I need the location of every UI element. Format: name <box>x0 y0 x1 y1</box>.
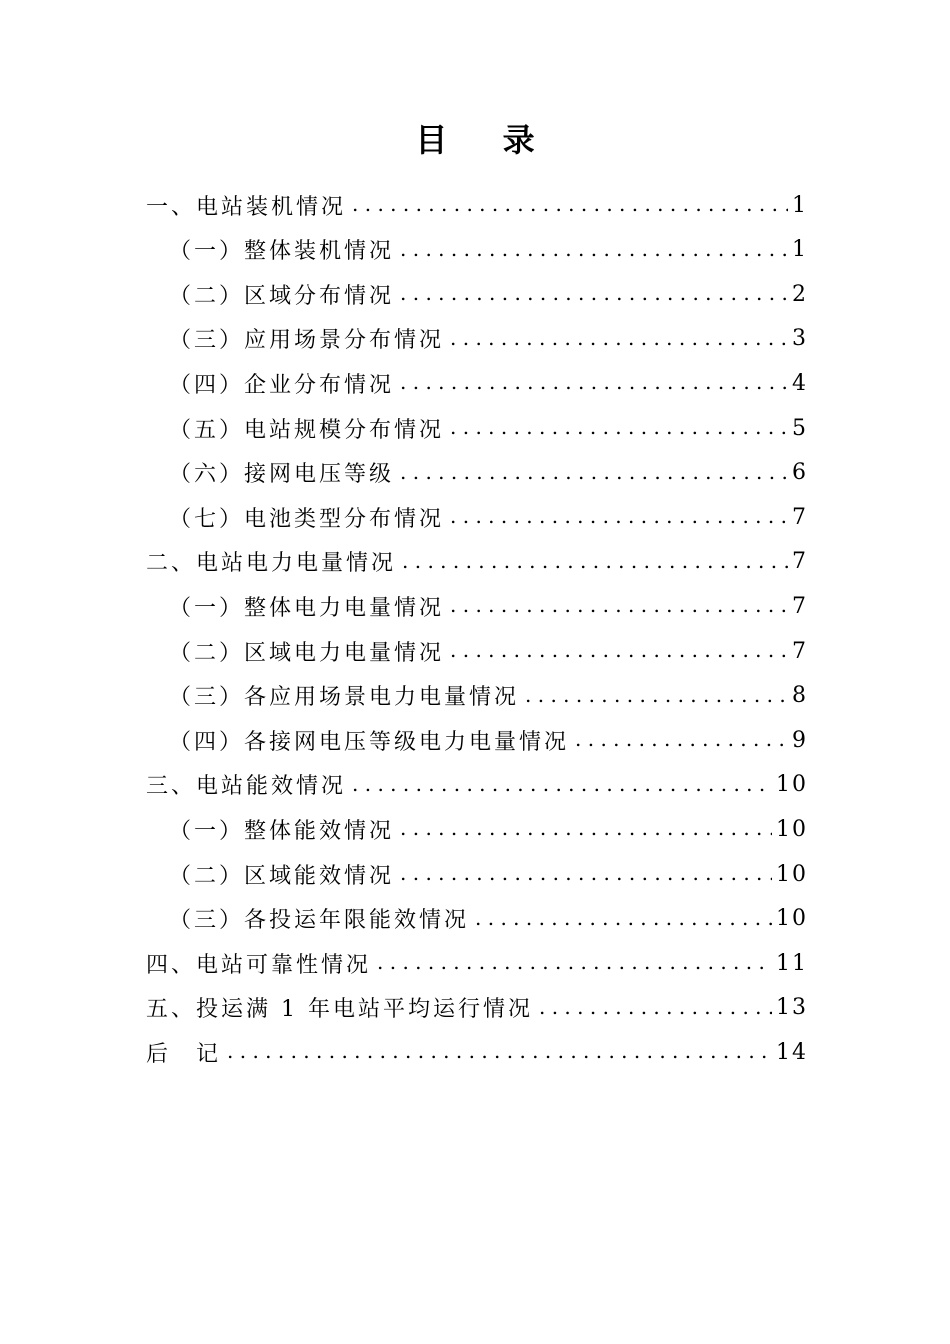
toc-entry-label: （二）区域分布情况 <box>169 283 395 309</box>
toc-page-number: 10 <box>776 906 808 932</box>
toc-entry[interactable] <box>169 406 806 450</box>
toc-page-number: 7 <box>792 593 808 619</box>
toc-entry[interactable] <box>169 228 806 272</box>
toc-dot-leader <box>450 495 788 539</box>
toc-entry[interactable] <box>146 986 806 1030</box>
toc-entry[interactable] <box>169 897 806 941</box>
toc-page-number: 10 <box>776 861 808 887</box>
toc-entry-label: （四）各接网电压等级电力电量情况 <box>169 729 570 755</box>
toc-dot-leader <box>525 674 788 718</box>
toc-page-number: 1 <box>792 237 808 263</box>
toc-entry-label: 三、电站能效情况 <box>146 774 347 800</box>
toc-entry[interactable] <box>169 317 806 361</box>
toc-dot-leader <box>227 1030 772 1074</box>
toc-entry[interactable] <box>169 852 806 896</box>
toc-entry-label: （二）区域电力电量情况 <box>169 640 445 666</box>
toc-entry[interactable] <box>169 629 806 673</box>
toc-entry[interactable] <box>169 495 806 539</box>
toc-page-number: 5 <box>792 415 808 441</box>
toc-dot-leader <box>539 986 772 1030</box>
toc-page-number: 14 <box>776 1039 808 1065</box>
toc-page-number: 8 <box>792 683 808 709</box>
toc-dot-leader <box>400 451 788 495</box>
toc-dot-leader <box>475 897 772 941</box>
toc-dot-leader <box>352 183 788 227</box>
toc-entry[interactable] <box>169 718 806 762</box>
toc-entry-label: （三）各应用场景电力电量情况 <box>169 685 520 711</box>
toc-dot-leader <box>400 361 788 405</box>
toc-dot-leader <box>400 807 772 851</box>
toc-entry-label: （一）整体能效情况 <box>169 818 395 844</box>
toc-dot-leader <box>400 852 772 896</box>
toc-entry-label: 五、投运满 1 年电站平均运行情况 <box>146 997 533 1023</box>
toc-page-number: 2 <box>792 281 808 307</box>
toc-page-number: 3 <box>792 326 808 352</box>
toc-page-number: 4 <box>792 370 808 396</box>
toc-entry[interactable] <box>146 763 806 807</box>
toc-dot-leader <box>450 406 788 450</box>
toc-entry[interactable] <box>169 451 806 495</box>
toc-entry[interactable] <box>169 584 806 628</box>
toc-dot-leader <box>400 272 788 316</box>
toc-entry-label: 一、电站装机情况 <box>146 194 347 220</box>
toc-dot-leader <box>402 540 788 584</box>
toc-entry-label: （七）电池类型分布情况 <box>169 506 445 532</box>
toc-page-number: 13 <box>776 995 808 1021</box>
toc-entry[interactable] <box>169 674 806 718</box>
page-title: 目 录 <box>415 121 557 159</box>
toc-entry[interactable] <box>169 272 806 316</box>
toc-page-number: 7 <box>792 504 808 530</box>
toc-entry-label: （二）区域能效情况 <box>169 863 395 889</box>
toc-entry-label: （一）整体电力电量情况 <box>169 595 445 621</box>
toc-dot-leader <box>575 718 788 762</box>
toc-dot-leader <box>352 763 772 807</box>
toc-page-number: 6 <box>792 460 808 486</box>
toc-entry-label: （三）各投运年限能效情况 <box>169 908 470 934</box>
toc-entry[interactable] <box>146 1030 806 1074</box>
toc-entry-label: （五）电站规模分布情况 <box>169 417 445 443</box>
toc-dot-leader <box>377 941 772 985</box>
toc-entry[interactable] <box>169 807 806 851</box>
toc-page-number: 9 <box>792 727 808 753</box>
toc-page-number: 11 <box>776 950 808 976</box>
toc-page-number: 10 <box>776 772 808 798</box>
toc-entry-label: （六）接网电压等级 <box>169 462 395 488</box>
toc-entry-label: （三）应用场景分布情况 <box>169 328 445 354</box>
toc-entry[interactable] <box>146 540 806 584</box>
toc-page-number: 1 <box>792 192 808 218</box>
toc-page-number: 7 <box>792 638 808 664</box>
toc-page-number: 10 <box>776 816 808 842</box>
toc-dot-leader <box>400 228 788 272</box>
toc-entry-label: 四、电站可靠性情况 <box>146 952 372 978</box>
toc-dot-leader <box>450 317 788 361</box>
toc-dot-leader <box>450 584 788 628</box>
toc-entry[interactable] <box>146 183 806 227</box>
toc-page-number: 7 <box>792 549 808 575</box>
toc-entry-label: （一）整体装机情况 <box>169 239 395 265</box>
toc-entry-label: 后 记 <box>146 1041 222 1067</box>
toc-entry-label: （四）企业分布情况 <box>169 372 395 398</box>
toc-dot-leader <box>450 629 788 673</box>
toc-entry-label: 二、电站电力电量情况 <box>146 551 397 577</box>
toc-entry[interactable] <box>146 941 806 985</box>
toc-entry[interactable] <box>169 361 806 405</box>
